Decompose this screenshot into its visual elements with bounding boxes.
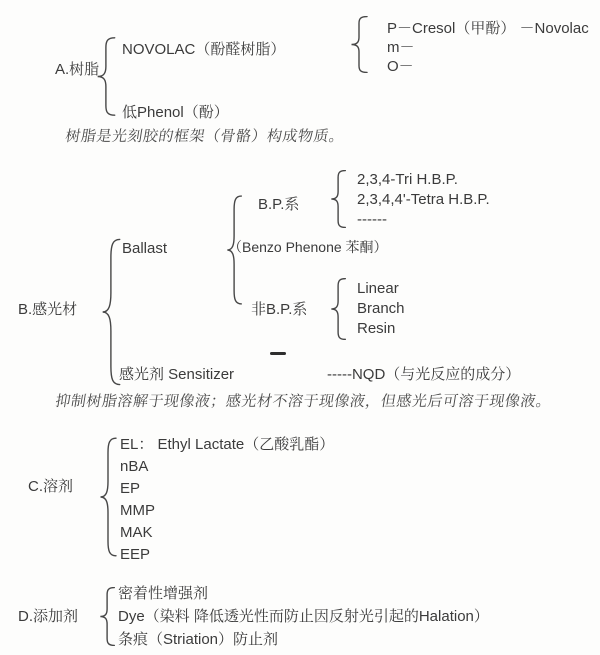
solvent-item: EEP [120, 546, 151, 563]
section-d-label: D.添加剂 [18, 608, 79, 625]
brace-b-main [101, 238, 123, 386]
additive-item: 密着性增强剂 [118, 585, 209, 602]
section-b-label: B.感光材 [18, 301, 78, 318]
nonbp-item: Branch [357, 300, 405, 317]
section-a-label: A.树脂 [55, 61, 100, 78]
brace-c [99, 437, 119, 557]
nqd-annotation: -----NQD（与光反应的成分） [327, 366, 521, 383]
solvent-item: EL： Ethyl Lactate（乙酸乳酯） [120, 436, 335, 453]
additive-item: 条痕（Striation）防止剂 [118, 631, 279, 648]
solvent-item: MAK [120, 524, 153, 541]
section-a-branch-phenol: 低Phenol（酚） [122, 104, 229, 121]
benzo-phenone-note: （Benzo Phenone 苯酮） [228, 239, 388, 255]
brace-bp [330, 170, 348, 228]
section-b-branch-ballast: Ballast [122, 240, 168, 257]
brace-d [99, 587, 117, 646]
nonbp-item: Resin [357, 320, 396, 337]
solvent-item: MMP [120, 502, 155, 519]
solvent-item: nBA [120, 458, 149, 475]
bp-group-label: B.P.系 [258, 196, 300, 213]
brace-nonbp [330, 278, 348, 340]
cresol-item: m－ [387, 39, 415, 56]
bp-item: 2,3,4-Tri H.B.P. [357, 171, 458, 188]
section-a-branch-novolac: NOVOLAC（酚醛树脂） [122, 41, 286, 58]
stray-dash-mark [270, 352, 286, 355]
nonbp-group-label: 非B.P.系 [251, 301, 308, 318]
cresol-item: P－Cresol（甲酚） －Novolac [387, 20, 589, 37]
solvent-item: EP [120, 480, 141, 497]
nonbp-item: Linear [357, 280, 399, 297]
section-c-label: C.溶剂 [28, 478, 74, 495]
bp-item: 2,3,4,4'-Tetra H.B.P. [357, 191, 490, 208]
cresol-item: O－ [387, 58, 414, 75]
brace-a-main [96, 37, 118, 116]
section-b-branch-sensitizer: 感光剂 Sensitizer [119, 366, 235, 383]
section-a-note: 树脂是光刻胶的框架（骨骼）构成物质。 [64, 128, 346, 145]
section-b-note: 抑制树脂溶解于现像液；感光材不溶于现像液，但感光后可溶于现像液。 [54, 393, 553, 410]
brace-a-sub [350, 16, 370, 73]
additive-item: Dye（染料 降低透光性而防止因反射光引起的Halation） [118, 608, 489, 625]
bp-item: ------ [357, 211, 387, 228]
